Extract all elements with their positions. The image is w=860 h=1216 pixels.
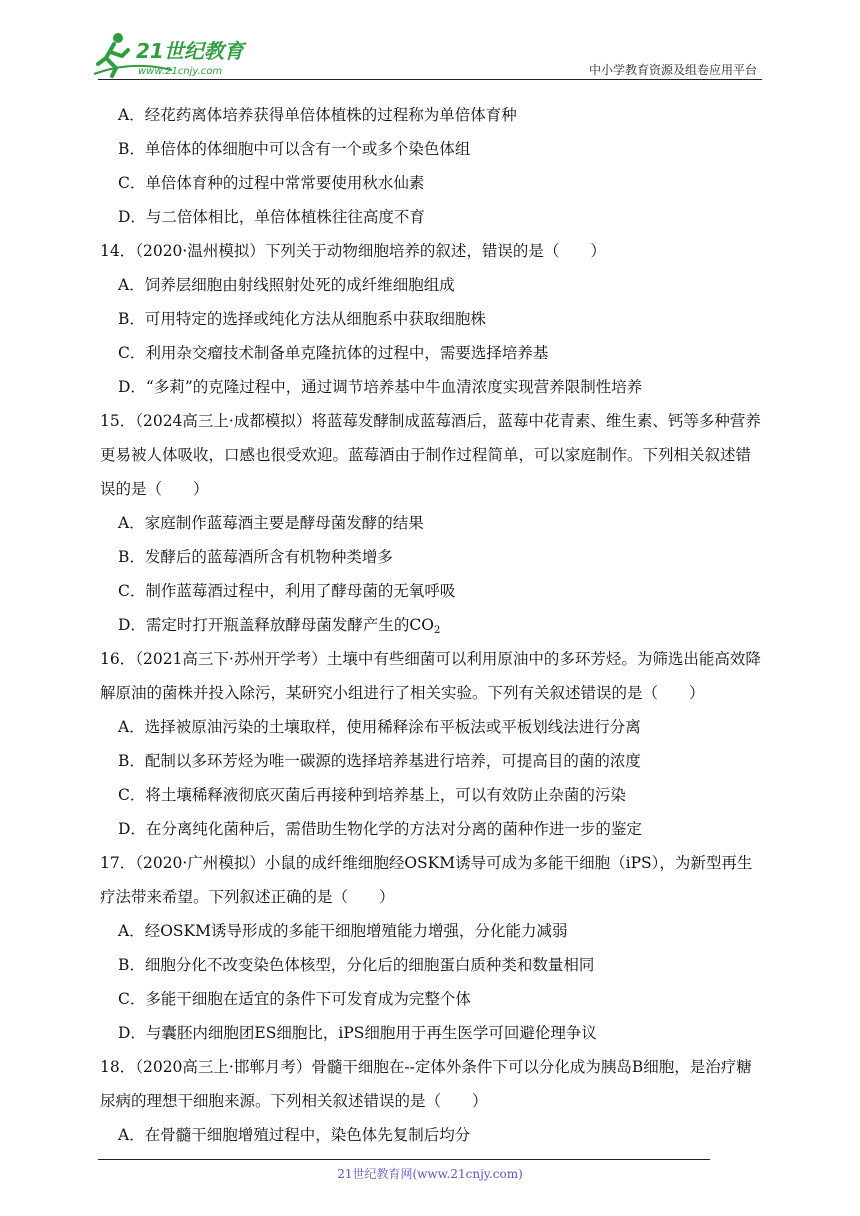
answer-option: C．将土壤稀释液彻底灭菌后再接种到培养基上，可以有效防止杂菌的污染 xyxy=(118,786,626,804)
question-text: 14．（2020·温州模拟）下列关于动物细胞培养的叙述，错误的是（ ） xyxy=(100,242,606,260)
answer-option: A．经花药离体培养获得单倍体植株的过程称为单倍体育种 xyxy=(118,106,517,124)
answer-option: A．饲养层细胞由射线照射处死的成纤维细胞组成 xyxy=(118,276,455,294)
answer-option: B．可用特定的选择或纯化方法从细胞系中获取细胞株 xyxy=(118,310,486,328)
logo-runner-head xyxy=(113,33,123,43)
question-text: 误的是（ ） xyxy=(100,480,209,498)
logo-text: 21世纪教育 xyxy=(136,39,244,63)
header-divider xyxy=(98,79,762,80)
page-header xyxy=(0,0,860,82)
platform-title: 中小学教育资源及组卷应用平台 xyxy=(588,63,757,77)
footer-divider xyxy=(98,1159,710,1160)
question-text: 解原油的菌株并投入除污，某研究小组进行了相关实验。下列有关叙述错误的是（ ） xyxy=(100,684,705,702)
answer-option: C．多能干细胞在适宜的条件下可发育成为完整个体 xyxy=(118,990,471,1008)
question-text: 18．（2020高三上·邯郸月考）骨髓干细胞在--定体外条件下可以分化成为胰岛B细胞，是治疗糖 xyxy=(100,1058,752,1076)
question-content xyxy=(100,98,766,1152)
answer-option: A．经OSKM诱导形成的多能干细胞增殖能力增强，分化能力减弱 xyxy=(118,922,568,940)
question-text: 17．（2020·广州模拟）小鼠的成纤维细胞经OSKM诱导可成为多能干细胞（iPS），为新型再生 xyxy=(100,854,753,872)
question-text: 15．（2024高三上·成都模拟）将蓝莓发酵制成蓝莓酒后，蓝莓中花青素、维生素、钙等多种营养 xyxy=(100,412,761,430)
question-text: 疗法带来希望。下列叙述正确的是（ ） xyxy=(100,888,395,906)
answer-option: D．在分离纯化菌种后，需借助生物化学的方法对分离的菌种作进一步的鉴定 xyxy=(118,820,642,838)
question-text: 尿病的理想干细胞来源。下列相关叙述错误的是（ ） xyxy=(100,1092,488,1110)
logo-url: www.21cnjy.com xyxy=(138,66,223,77)
answer-option: A．选择被原油污染的土壤取样，使用稀释涂布平板法或平板划线法进行分离 xyxy=(118,718,641,736)
answer-option: B．配制以多环芳烃为唯一碳源的选择培养基进行培养，可提高目的菌的浓度 xyxy=(118,752,641,770)
answer-option: D．需定时打开瓶盖释放酵母菌发酵产生的CO2 xyxy=(118,616,441,636)
answer-option: D．“多莉”的克隆过程中，通过调节培养基中牛血清浓度实现营养限制性培养 xyxy=(118,378,643,396)
answer-option: B．单倍体的体细胞中可以含有一个或多个染色体组 xyxy=(118,140,471,158)
answer-option: B．发酵后的蓝莓酒所含有机物种类增多 xyxy=(118,548,393,566)
logo xyxy=(92,30,262,78)
answer-option: C．利用杂交瘤技术制备单克隆抗体的过程中，需要选择培养基 xyxy=(118,344,549,362)
question-text: 更易被人体吸收，口感也很受欢迎。蓝莓酒由于制作过程简单，可以家庭制作。下列相关叙述错 xyxy=(100,446,752,464)
footer-link[interactable]: 21世纪教育网(www.21cnjy.com) xyxy=(337,1167,523,1181)
answer-option: B．细胞分化不改变染色体核型，分化后的细胞蛋白质种类和数量相同 xyxy=(118,956,595,974)
answer-option: D．与二倍体相比，单倍体植株往往高度不育 xyxy=(118,208,425,226)
answer-option: A．家庭制作蓝莓酒主要是酵母菌发酵的结果 xyxy=(118,514,424,532)
answer-option: C．制作蓝莓酒过程中，利用了酵母菌的无氧呼吸 xyxy=(118,582,456,600)
question-text: 16．（2021高三下·苏州开学考）土壤中有些细菌可以利用原油中的多环芳烃。为筛选出能高效降 xyxy=(100,650,761,668)
answer-option: D．与囊胚内细胞团ES细胞比，iPS细胞用于再生医学可回避伦理争议 xyxy=(118,1024,597,1042)
answer-option: C．单倍体育种的过程中常常要使用秋水仙素 xyxy=(118,174,425,192)
subscript: 2 xyxy=(434,625,441,636)
answer-option: A．在骨髓干细胞增殖过程中，染色体先复制后均分 xyxy=(118,1126,471,1144)
